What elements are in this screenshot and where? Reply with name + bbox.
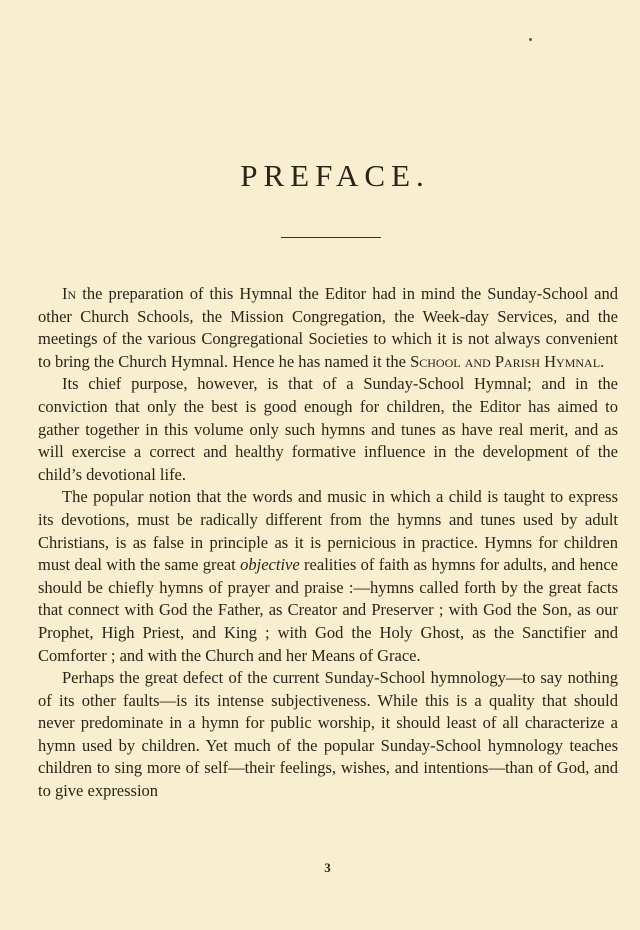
paragraph-1-text-a: the preparation of this Hymnal the Editor had in mind the Sunday-School and other Church Schools, the Mission Congregation, the Week-day Services, and the meetings of the various Congregational Societies to which it is not always convenient to bring the Church Hymnal. Hence he has named it the: [38, 284, 618, 371]
page-title: PREFACE.: [240, 158, 430, 193]
page-speck: [529, 38, 532, 41]
title-rule: [281, 237, 381, 238]
italic-objective: objective: [240, 555, 300, 575]
paragraph-3-text-b: realities of faith as hymns for adults, and hence should be chiefly hymns of prayer and praise :—hymns called forth by the great facts that connect with God the Father, as Creator and Preserver ; with God the Son, as our Prophet, High Priest, and King ; with God the Holy Ghost, as the Sanctifier and Comforter ; and with the Church and her Means of Grace.: [38, 555, 618, 665]
paragraph-3: [38, 486, 618, 667]
paragraph-3-text-a: The popular notion that the words and music in which a child is taught to express its devotions, must be radically different from the hymns and tunes used by adult Christians, is as false in principle as it is pernicious in practice. Hymns for children must deal with the same great: [38, 487, 618, 575]
paragraph-4: Perhaps the great defect of the current Sunday-School hymnology—to say nothing of its other faults—is its intense subjectiveness. While this is a quality that should never predominate in a hymn for public worship, it should least of all characterize a hymn used by children. Yet much of the popular Sunday-School hymnology teaches children to sing more of self—their feelings, wishes, and intentions—than of God, and to give expression: [38, 668, 618, 801]
page-number: 3: [324, 860, 331, 875]
paragraph-2: Its chief purpose, however, is that of a Sunday-School Hymnal; and in the conviction that only the best is good enough for children, the Editor has aimed to gather together in this volume only such hymns and tunes as have real merit, and as will exercise a correct and healthy formative influence in the development of the child’s devotional life.: [38, 374, 618, 484]
paragraph-1-text-b: .: [600, 351, 605, 371]
preface-body: [38, 283, 618, 803]
hymnal-name: School and Parish Hymnal: [410, 351, 601, 371]
paragraph-1-lead: In: [62, 284, 77, 303]
paragraph-1: [38, 283, 618, 373]
